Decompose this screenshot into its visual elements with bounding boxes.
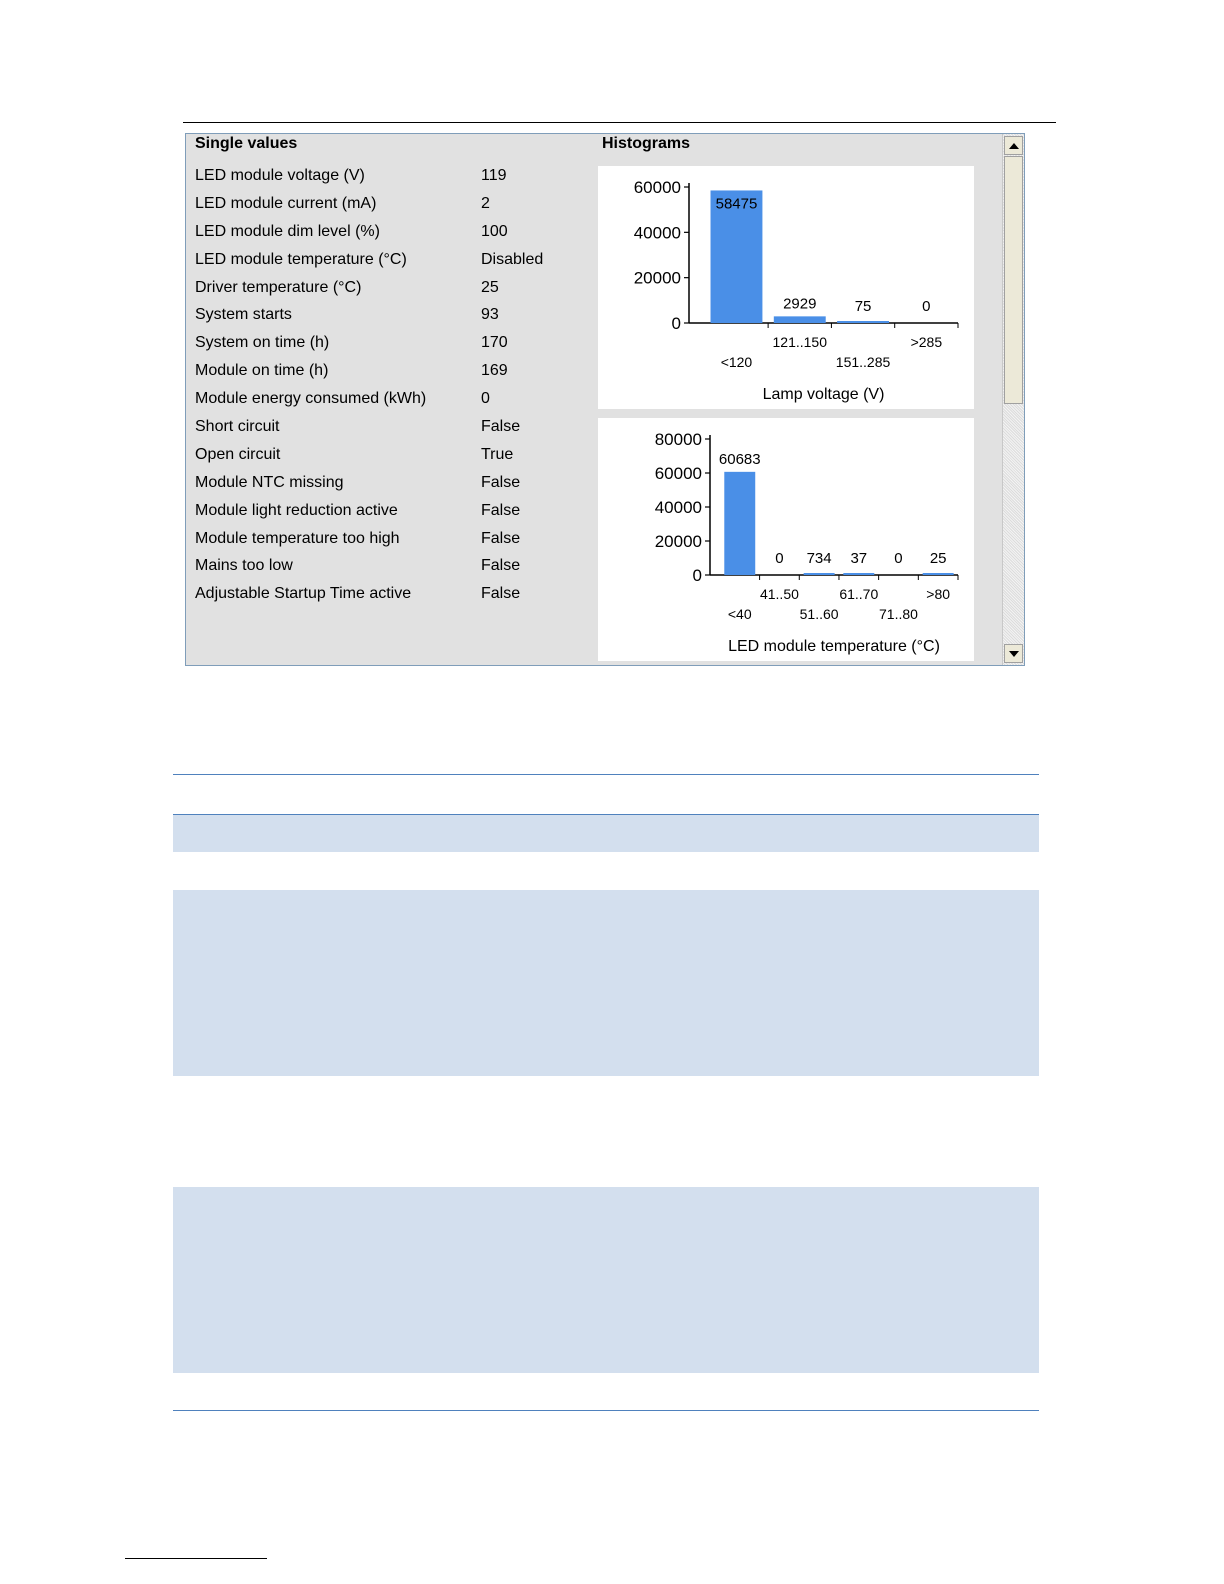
data-label: 0 [775, 550, 784, 567]
footnote-separator [125, 1558, 267, 1559]
value-value: 100 [481, 222, 508, 240]
header-rule [183, 122, 1056, 123]
led-temperature-histogram [598, 418, 974, 661]
y-tick-label: 20000 [633, 268, 681, 288]
histogram-bar [837, 321, 889, 323]
x-axis-title: LED module temperature (°C) [728, 638, 940, 655]
value-row [195, 276, 585, 304]
value-row [195, 359, 585, 387]
category-label: 121..150 [772, 334, 828, 350]
value-value: False [481, 473, 521, 491]
value-row [195, 582, 585, 610]
value-value: 170 [481, 334, 508, 352]
data-label: 58475 [715, 195, 758, 213]
y-tick-label: 40000 [654, 498, 702, 517]
value-row [195, 415, 585, 443]
y-tick-label: 60000 [633, 178, 681, 197]
data-label: 37 [850, 550, 868, 567]
value-value: False [481, 585, 521, 603]
diagnostics-panel [185, 133, 1025, 666]
category-label: <120 [720, 354, 753, 370]
value-row [195, 248, 585, 276]
single-values-list [195, 164, 585, 610]
category-label: >80 [926, 586, 951, 602]
value-label: LED module current (mA) [195, 194, 377, 212]
scroll-up-button[interactable] [1004, 136, 1023, 155]
scroll-thumb[interactable] [1004, 156, 1023, 404]
value-row [195, 331, 585, 359]
value-row [195, 303, 585, 331]
lamp-voltage-chart-svg [598, 166, 974, 409]
vertical-scrollbar[interactable] [1002, 134, 1024, 665]
table-band-1 [173, 815, 1039, 852]
category-label: 61..70 [839, 586, 879, 602]
x-axis-title: Lamp voltage (V) [762, 386, 885, 403]
data-label: 60683 [718, 450, 761, 468]
value-label: Module temperature too high [195, 529, 400, 547]
category-label: 41..50 [759, 586, 799, 602]
category-label: 71..80 [879, 606, 918, 622]
value-value: Disabled [481, 250, 544, 268]
value-label: Module light reduction active [195, 501, 398, 519]
y-tick-label: 80000 [654, 430, 702, 449]
triangle-down-icon [1009, 651, 1019, 657]
value-label: Open circuit [195, 445, 281, 463]
table-band-3 [173, 1187, 1039, 1373]
value-row [195, 527, 585, 555]
value-row [195, 499, 585, 527]
value-row [195, 554, 585, 582]
data-label: 2929 [783, 295, 817, 313]
value-value: 25 [481, 278, 499, 296]
y-tick-label: 20000 [654, 532, 702, 551]
value-row [195, 387, 585, 415]
value-label: LED module dim level (%) [195, 222, 380, 240]
data-label: 0 [922, 298, 931, 315]
category-label: 151..285 [835, 354, 891, 370]
value-row [195, 192, 585, 220]
y-tick-label: 60000 [654, 464, 702, 483]
value-value: 169 [481, 362, 508, 380]
data-label: 0 [894, 550, 903, 567]
triangle-up-icon [1009, 143, 1019, 149]
lamp-voltage-histogram [598, 166, 974, 409]
value-label: Short circuit [195, 418, 280, 436]
value-value: False [481, 501, 521, 519]
value-label: System on time (h) [195, 334, 330, 352]
value-label: Adjustable Startup Time active [195, 585, 412, 603]
data-label: 25 [929, 550, 947, 567]
value-row [195, 220, 585, 248]
value-value: False [481, 418, 521, 436]
value-row [195, 471, 585, 499]
category-label: <40 [727, 606, 752, 622]
histogram-bar [724, 472, 755, 575]
value-value: False [481, 557, 521, 575]
value-row [195, 164, 585, 192]
value-value: False [481, 529, 521, 547]
histogram-bar [843, 573, 874, 575]
value-label: Module on time (h) [195, 362, 329, 380]
table-band-2 [173, 890, 1039, 1076]
data-label: 734 [806, 550, 832, 567]
table-top-rule [173, 774, 1039, 775]
scroll-down-button[interactable] [1004, 644, 1023, 663]
value-value: 2 [481, 194, 490, 212]
histogram-bar [774, 316, 826, 323]
category-label: >285 [910, 334, 943, 350]
value-label: Mains too low [195, 557, 293, 575]
value-value: True [481, 445, 514, 463]
value-label: LED module temperature (°C) [195, 250, 407, 268]
histograms-title: Histograms [602, 135, 691, 152]
data-label: 75 [854, 298, 872, 315]
y-tick-label: 0 [671, 314, 681, 333]
value-value: 119 [481, 167, 507, 184]
led-temperature-chart-svg [598, 418, 974, 661]
value-label: Module NTC missing [195, 473, 344, 491]
table-bottom-rule [173, 1410, 1039, 1411]
value-label: Module energy consumed (kWh) [195, 390, 427, 408]
value-label: LED module voltage (V) [195, 167, 365, 184]
histogram-bar [923, 573, 954, 575]
category-label: 51..60 [799, 606, 839, 622]
value-label: Driver temperature (°C) [195, 278, 362, 296]
histogram-bar [804, 573, 835, 575]
y-tick-label: 40000 [633, 223, 681, 243]
value-value: 0 [481, 390, 490, 408]
value-row [195, 443, 585, 471]
y-tick-label: 0 [692, 566, 702, 585]
value-value: 93 [481, 306, 499, 324]
value-label: System starts [195, 306, 292, 324]
single-values-title: Single values [195, 135, 298, 152]
